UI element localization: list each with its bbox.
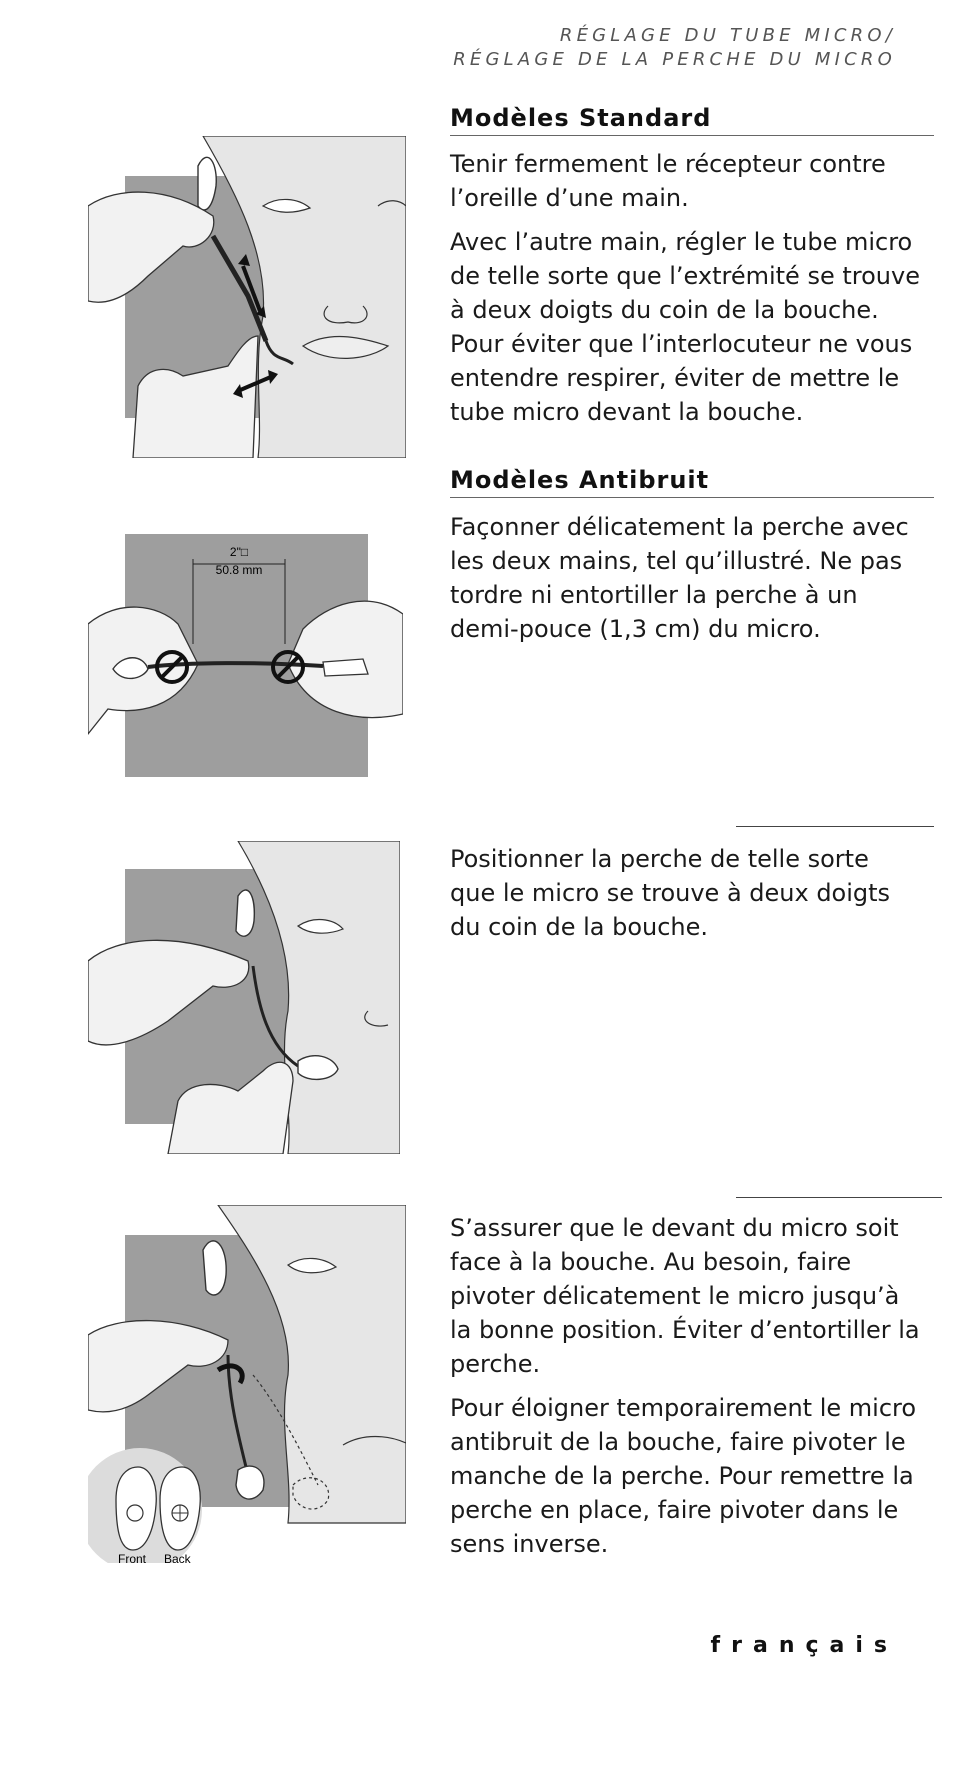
standard-title: Modèles Standard [450,104,934,136]
microphone [236,1466,264,1499]
header-line-2: RÉGLAGE DE LA PERCHE DU MICRO [453,49,896,70]
standard-adjustment-illustration [88,136,406,458]
receiver [203,1241,226,1295]
dimension-mm: 50.8 mm [215,563,263,577]
position-illustration [88,841,400,1154]
position-text [450,842,920,954]
standard-paragraph-1: Tenir fermement le récepteur contre l’oreille d’une main. [450,150,886,212]
antibruit-shaping-illustration [88,534,403,799]
standard-text [450,147,920,439]
orientation-illustration [88,1205,406,1563]
microphone [323,659,368,676]
language-footer: français [710,1633,898,1658]
header-line-1: RÉGLAGE DU TUBE MICRO/ [559,25,896,46]
standard-paragraph-2: Avec l’autre main, régler le tube micro de telle sorte que l’extrémité se trouve à deux doigts du coin de la bouche. Pour éviter que l’interlocuteur ne vous entendre respirer, éviter de mettre le tube micro devant la bouche. [450,228,920,426]
antibruit-title: Modèles Antibruit [450,466,934,498]
section-divider-4 [736,1197,942,1198]
back-label: Back [164,1552,191,1563]
orientation-paragraph-1: S’assurer que le devant du micro soit face à la bouche. Au besoin, faire pivoter délicatement le micro jusqu’à la bonne position. Éviter d’entortiller la perche. [450,1214,920,1378]
antibruit-paragraph-1: Façonner délicatement la perche avec les deux mains, tel qu’illustré. Ne pas tordre ni entortiller la perche à un demi-pouce (1,3 cm) du micro. [450,513,909,643]
dimension-inch: 2"□ [229,545,249,559]
section-divider-3 [736,826,934,827]
receiver [236,890,254,936]
antibruit-text [450,510,920,656]
orientation-paragraph-2: Pour éloigner temporairement le micro antibruit de la bouche, faire pivoter le manche de la perche. Pour remettre la perche en place, faire pivoter dans le sens inverse. [450,1394,917,1558]
front-label: Front [118,1552,147,1563]
position-paragraph-1: Positionner la perche de telle sorte que le micro se trouve à deux doigts du coin de la bouche. [450,845,891,941]
page-header [453,24,896,72]
orientation-text [450,1211,920,1571]
